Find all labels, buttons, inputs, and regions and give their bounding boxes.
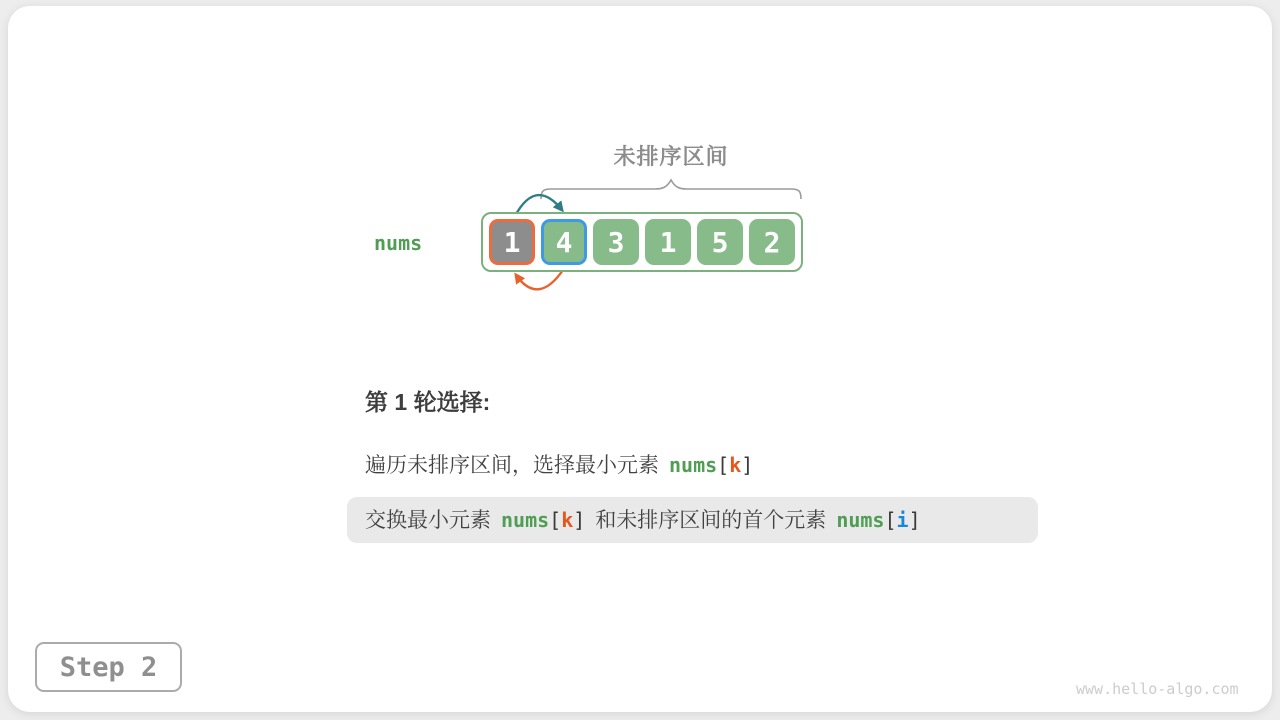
code-token [501, 509, 585, 532]
watermark-url: www.hello-algo.com [1076, 680, 1239, 698]
round-title: 第 1 轮选择: [365, 389, 491, 415]
step-description-line [365, 449, 755, 479]
array-cell: 1 [489, 219, 535, 265]
array-cell: 1 [645, 219, 691, 265]
code-array-name: nums [669, 453, 718, 477]
step-badge: Step 2 [35, 642, 182, 692]
code-close-bracket: ] [573, 508, 586, 532]
code-token [836, 509, 920, 532]
unsorted-interval-label: 未排序区间 [613, 144, 729, 169]
code-index-k: k [561, 508, 574, 532]
step-description-line [365, 497, 923, 544]
code-index-k: k [729, 453, 742, 477]
array-name-label: nums [374, 231, 423, 255]
code-close-bracket: ] [741, 453, 754, 477]
current-step-highlight [347, 497, 1038, 543]
array-container [481, 212, 803, 272]
code-array-name: nums [836, 508, 885, 532]
step-text: 交换最小元素 [365, 509, 491, 532]
step-text: 和未排序区间的首个元素 [595, 509, 827, 532]
code-open-bracket: [ [884, 508, 897, 532]
code-open-bracket: [ [549, 508, 562, 532]
array-cell: 5 [697, 219, 743, 265]
brace-icon [541, 180, 801, 199]
code-array-name: nums [501, 508, 550, 532]
code-index-i: i [896, 508, 909, 532]
code-close-bracket: ] [908, 508, 921, 532]
array-cell: 2 [749, 219, 795, 265]
step-text: 遍历未排序区间，选择最小元素 [365, 454, 659, 477]
swap-arrow-bottom-icon [516, 270, 563, 289]
array-cell: 3 [593, 219, 639, 265]
array-cell: 4 [541, 219, 587, 265]
code-open-bracket: [ [717, 453, 730, 477]
code-token [669, 454, 753, 477]
